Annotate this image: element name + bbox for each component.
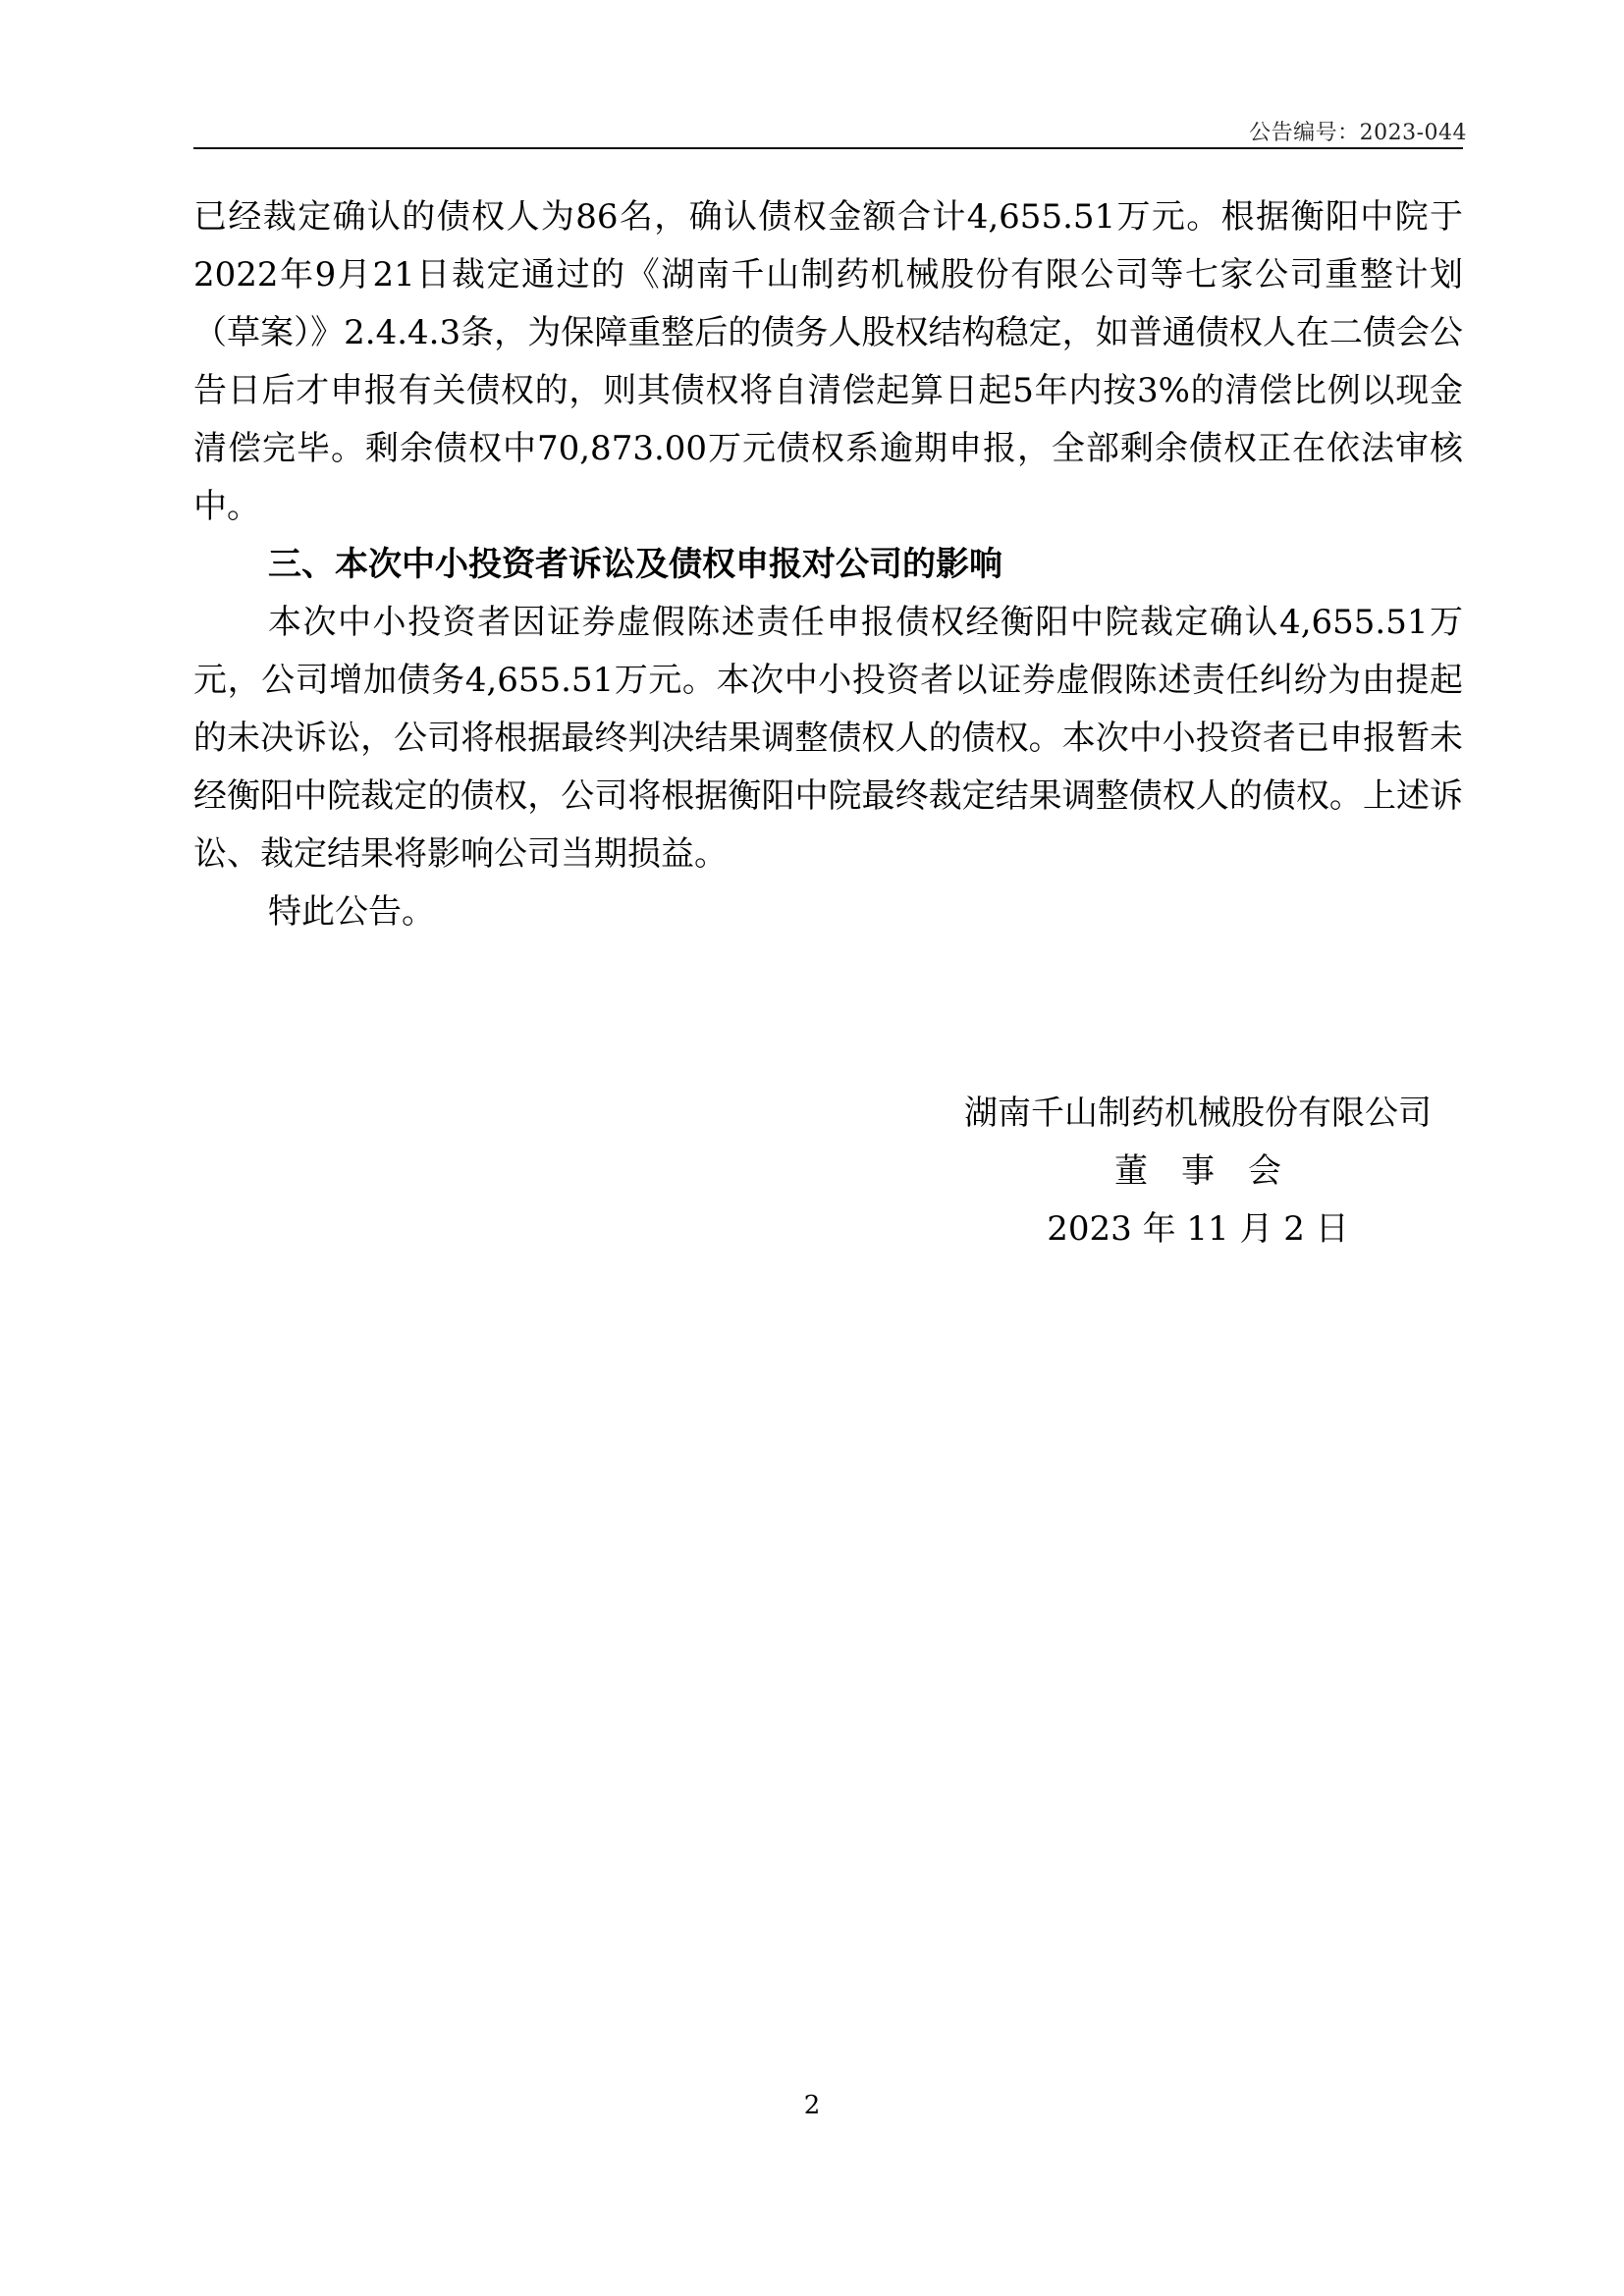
page-number: 2 (803, 2091, 821, 2120)
announcement-number: 公告编号：2023-044 (1249, 121, 1467, 145)
signature-company: 湖南千山制药机械股份有限公司 (964, 1094, 1432, 1133)
paragraph-claims-confirmed: 已经裁定确认的债权人为86名，确认债权金额合计4,655.51万元。根据衡阳中院于2022年9月21日裁定通过的《湖南千山制药机械股份有限公司等七家公司重整计划（草案）》2.4.4.3条，为保障重整后的债务人股权结构稳定，如普通债权人在二债会公告日后才申报有关债权的，则其债权将自清偿起算日起5年内按3%的清偿比例以现金清偿完毕。剩余债权中70,873.00万元债权系逾期申报，全部剩余债权正在依法审核中。 (193, 197, 1463, 526)
document-body (193, 188, 1463, 941)
paragraph-impact: 本次中小投资者因证券虚假陈述责任申报债权经衡阳中院裁定确认4,655.51万元，公司增加债务4,655.51万元。本次中小投资者以证券虚假陈述责任纠纷为由提起的未决诉讼，公司将根据最终判决结果调整债权人的债权。本次中小投资者已申报暂未经衡阳中院裁定的债权，公司将根据衡阳中院最终裁定结果调整债权人的债权。上述诉讼、裁定结果将影响公司当期损益。 (193, 603, 1463, 874)
closing-statement: 特此公告。 (268, 892, 435, 932)
signature-date: 2023 年 11 月 2 日 (1047, 1209, 1349, 1249)
section-heading-impact: 三、本次中小投资者诉讼及债权申报对公司的影响 (268, 545, 1002, 584)
signature-block (962, 1085, 1434, 1258)
signature-board: 董事会 (1114, 1151, 1315, 1191)
header-divider (193, 147, 1463, 149)
